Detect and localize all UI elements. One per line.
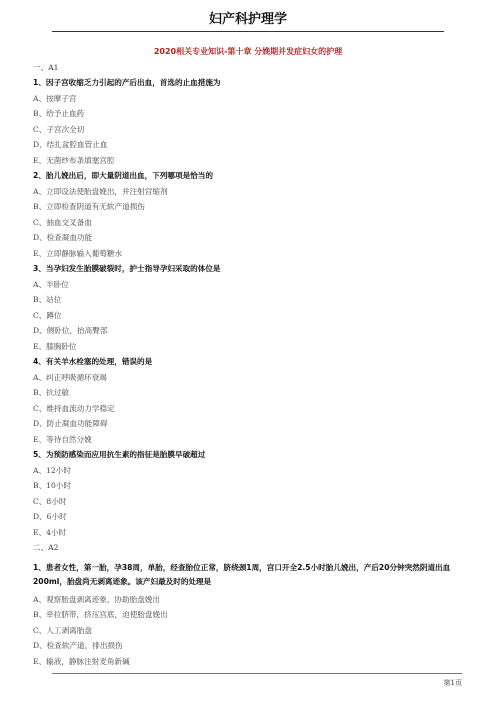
- part-heading-a1: 一、A1: [33, 62, 59, 72]
- option: B、抗过敏: [33, 388, 69, 397]
- option: C、子宫次全切: [33, 124, 85, 134]
- option: A、纠正呼吸循环衰竭: [33, 372, 107, 382]
- option: B、10小时: [33, 481, 72, 490]
- page-number: 第1页: [443, 679, 462, 687]
- option: D、侧卧位，抬高臀部: [33, 326, 108, 335]
- question-block: [33, 561, 463, 670]
- option: B、牵拉脐带，挤压宫底，迫使胎盘娩出: [33, 610, 168, 619]
- question-block: [33, 75, 463, 168]
- option: E、输液，静脉注射麦角新碱: [33, 656, 130, 666]
- question-stem: 4、有关羊水栓塞的处理，错误的是: [33, 357, 153, 366]
- question-stem: 3、当孕妇发生胎膜破裂时，护士指导孕妇采取的体位是: [33, 264, 221, 273]
- question-block: [33, 261, 463, 354]
- option: A、立即设法使胎盘娩出，并注射宫缩剂: [33, 186, 168, 196]
- document-body: [33, 44, 463, 669]
- question-block: [33, 354, 463, 447]
- option: C、抽血交叉备血: [33, 217, 92, 227]
- option: E、膝胸卧位: [33, 341, 77, 351]
- page-footer: [52, 673, 462, 687]
- option: A、观察胎盘剥离迹象，协助胎盘娩出: [33, 594, 160, 604]
- question-block: [33, 447, 463, 540]
- option: D、6小时: [33, 512, 67, 521]
- option: B、给予止血药: [33, 109, 85, 118]
- page-header: [52, 8, 444, 32]
- option: A、按摩子宫: [33, 93, 77, 103]
- option: D、结扎盆腔血管止血: [33, 140, 108, 149]
- option: A、半卧位: [33, 279, 69, 289]
- section-title: 2020相关专业知识-第十章 分娩期并发症妇女的护理: [153, 47, 343, 56]
- part-heading-a2: 二、A2: [33, 543, 59, 552]
- option: E、4小时: [33, 527, 67, 537]
- question-stem: 1、患者女性，第一胎，孕38周，单胎，经查胎位正常，脐绕颈1周，宫口开全2.5小时胎儿娩出，产后20分钟突然阴道出血200ml，胎盘尚无剥离迹象。该产妇最及时的处理是: [33, 562, 451, 586]
- option: E、等待自然分娩: [33, 434, 92, 444]
- question-stem: 1、因子宫收缩乏力引起的产后出血，首选的止血措施为: [33, 78, 221, 87]
- option: A、12小时: [33, 465, 71, 475]
- question-stem: 2、胎儿娩出后，即大量阴道出血，下列哪项是恰当的: [33, 171, 213, 180]
- option: D、检查软产道，排出损伤: [33, 641, 123, 650]
- option: E、立即静脉输入葡萄糖水: [33, 248, 123, 258]
- option: C、人工剥离胎盘: [33, 625, 92, 635]
- option: C、维持血流动力学稳定: [33, 403, 115, 413]
- option: E、无菌纱布条填塞宫腔: [33, 155, 115, 165]
- header-title: 妇产科护理学: [208, 12, 287, 27]
- option: C、8小时: [33, 496, 67, 506]
- option: B、立即检查阴道有无软产道损伤: [33, 202, 145, 211]
- question-stem: 5、为预防感染而应用抗生素的指征是胎膜早破超过: [33, 450, 206, 459]
- option: B、站位: [33, 295, 62, 304]
- question-block: [33, 168, 463, 261]
- option: C、蹲位: [33, 310, 62, 320]
- option: D、防止凝血功能障碍: [33, 419, 108, 428]
- option: D、检查凝血功能: [33, 233, 93, 242]
